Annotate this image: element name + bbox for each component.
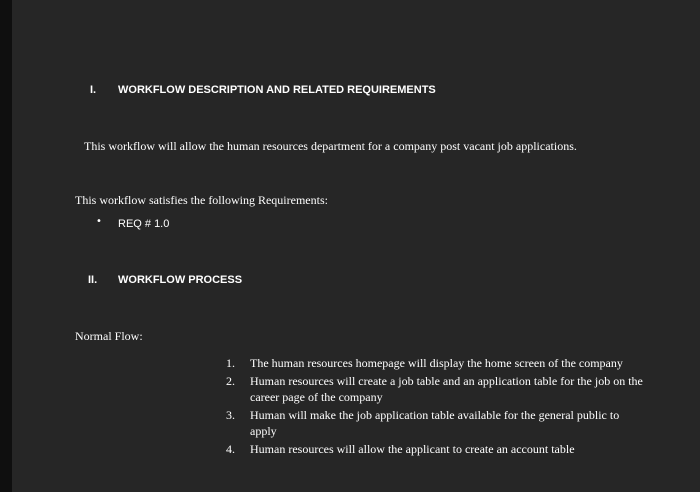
- requirements-intro: This workflow satisfies the following Requirements:: [75, 193, 328, 207]
- flow-step-text: Human will make the job application table available for the general public to apply: [250, 408, 620, 438]
- flow-step-number: 2.: [226, 374, 235, 388]
- bullet-icon: •: [96, 216, 102, 227]
- flow-step-text: Human resources will allow the applicant to create an account table: [250, 442, 575, 456]
- intro-paragraph: This workflow will allow the human resources department for a company post vacant job applications.: [84, 139, 577, 153]
- flow-step: [226, 355, 646, 371]
- section-1-number: I.: [90, 84, 97, 96]
- section-1-heading: WORKFLOW DESCRIPTION AND RELATED REQUIREMENTS: [118, 84, 436, 96]
- section-2-number: II.: [88, 274, 98, 286]
- flow-step-text: The human resources homepage will display the home screen of the company: [250, 356, 623, 370]
- document-page: [12, 0, 700, 492]
- requirement-item: REQ # 1.0: [118, 218, 170, 230]
- section-2-heading: WORKFLOW PROCESS: [118, 274, 243, 286]
- flow-step: [226, 407, 646, 439]
- flow-step: [226, 441, 646, 457]
- normal-flow-steps: [226, 355, 646, 459]
- flow-step-text: Human resources will create a job table and an application table for the job on the career page of the company: [250, 374, 643, 404]
- flow-step: [226, 373, 646, 405]
- flow-step-number: 4.: [226, 442, 235, 456]
- flow-step-number: 1.: [226, 356, 235, 370]
- flow-step-number: 3.: [226, 408, 235, 422]
- normal-flow-label: Normal Flow:: [75, 329, 143, 343]
